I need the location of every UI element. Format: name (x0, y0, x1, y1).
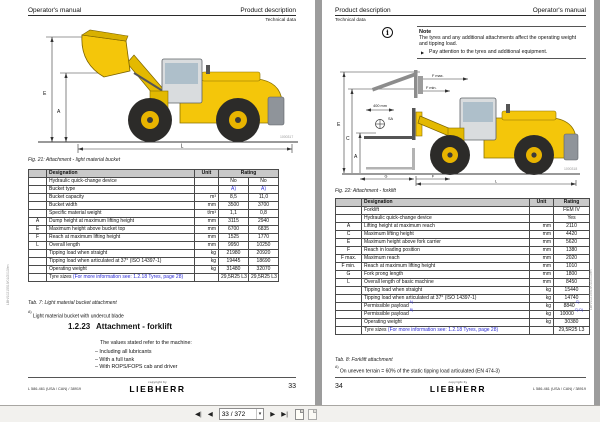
footnote: $^{A)}$ Light material bucket with undercut blade (28, 310, 124, 320)
page-dropdown-arrow-icon[interactable]: ▾ (256, 409, 264, 419)
cell-b: 18690 (249, 258, 279, 266)
cell-b: 6835 (249, 226, 279, 234)
svg-text:F max.: F max. (432, 74, 444, 78)
cell-u: mm (195, 226, 219, 234)
cell-l (336, 311, 362, 319)
cell-d: Forklift (362, 207, 530, 215)
svg-text:L: L (494, 179, 498, 184)
figure-caption: Fig. 21: Attachment - light material bucket (28, 157, 121, 163)
cell-l (29, 202, 47, 210)
table-row (29, 226, 279, 234)
cell-u (195, 178, 219, 186)
cell-a: 8,5 (219, 194, 249, 202)
table-row (29, 250, 279, 258)
page-number-box (219, 408, 265, 420)
cell-d: Maximum height above fork carrier (362, 239, 530, 247)
note-action: Pay attention to the tyres and additional equipment. (429, 49, 548, 55)
footer-rule (335, 377, 586, 378)
rating-header: Rating (219, 170, 279, 178)
unit-header: Unit (530, 199, 554, 207)
cell-a: 3115 (219, 218, 249, 226)
page-fold-icon (313, 410, 316, 413)
cell-u: mm (195, 234, 219, 242)
cell-a: 31480 (219, 266, 249, 274)
bullet-item: – Including all lubricants (95, 349, 152, 355)
cell-u: mm (530, 231, 554, 239)
cell-l (336, 287, 362, 295)
bullet-item: – With a full tank (95, 356, 135, 363)
table-row (29, 242, 279, 250)
cell-a: 4420 (554, 231, 590, 239)
cell-d: Permissible payload $^{B)}$ (362, 311, 530, 319)
cell-u: kg (195, 258, 219, 266)
running-header-left: Product description (335, 7, 391, 14)
cell-a: 30380 (554, 319, 590, 327)
cell-l (29, 210, 47, 218)
cell-l (336, 303, 362, 311)
liebherr-logo: copyright by LIEBHERR (429, 380, 487, 394)
table-row (29, 178, 279, 186)
table-row (29, 202, 279, 210)
table-row (336, 247, 590, 255)
footer-rule (28, 377, 296, 378)
cell-d: Dump height at maximum lifting height (47, 218, 195, 226)
cell-l: L (336, 279, 362, 287)
section-title: Attachment - forklift (96, 322, 172, 331)
header-subtitle: Technical data (265, 17, 296, 23)
svg-text:C: C (346, 136, 350, 142)
note-rule-top (417, 26, 586, 27)
table-row (29, 210, 279, 218)
cell-a: 15440 (554, 287, 590, 295)
cell-l: G (336, 271, 362, 279)
table-row (29, 186, 279, 194)
cell-u: kg (530, 311, 554, 319)
table-row (336, 215, 590, 223)
svg-text:SA: SA (388, 117, 394, 121)
cell-u: mm (530, 255, 554, 263)
cell-d: Overall length (47, 242, 195, 250)
running-header-left: Operator's manual (28, 7, 82, 14)
svg-text:400 mm: 400 mm (373, 104, 387, 108)
cell-a: 14740 (554, 295, 590, 303)
cell-l (336, 215, 362, 223)
table-row (29, 258, 279, 266)
running-header-right: Operator's manual (532, 7, 586, 14)
cell-l: E (29, 226, 47, 234)
cell-u: t/m³ (195, 210, 219, 218)
svg-text:A: A (354, 154, 358, 160)
svg-text:E: E (43, 91, 47, 97)
cell-l: C (336, 231, 362, 239)
cell-a: 10000 $^{C) D)}$ (554, 311, 590, 319)
figure-22-illustration (336, 62, 586, 186)
cross-reference-link[interactable]: (For more information see: 1.2.18 Tyres, page 28) (71, 274, 184, 280)
svg-text:G: G (384, 174, 388, 179)
designation-header: Designation (47, 170, 195, 178)
cell-u: mm (530, 247, 554, 255)
cell-a: 1010 (554, 263, 590, 271)
table-header-row (29, 170, 279, 178)
cell-u: mm (530, 239, 554, 247)
cell-u: mm (195, 218, 219, 226)
table-row (336, 327, 590, 335)
bullet-item: – With ROPS/FOPS cab and driver (95, 364, 178, 370)
cell-d: Tipping load when articulated at 37° (ISO 14397-1) (47, 258, 195, 266)
cell-a: 21980 (219, 250, 249, 258)
table-caption: Tab. 8: Forklift attachment (335, 357, 393, 363)
table-row (29, 194, 279, 202)
cell-u (195, 186, 219, 194)
cell-a: FEM IV (554, 207, 590, 215)
info-icon: i (382, 27, 393, 38)
cell-d: Hydraulic quick-change device (362, 215, 530, 223)
first-page-button[interactable]: ◀| (192, 408, 205, 421)
section-number: 1.2.23 (68, 322, 91, 331)
cell-d: Permissible payload $^{A)}$ (362, 303, 530, 311)
cell-u (195, 274, 219, 282)
cell-d: Tipping load when articulated at 37° (ISO 14397-1) (362, 295, 530, 303)
cell-a: 5620 (554, 239, 590, 247)
corner-cell (336, 199, 362, 207)
cell-l (29, 266, 47, 274)
cell-b: 11,0 (249, 194, 279, 202)
table-row (29, 218, 279, 226)
margin-watermark: LBH/10215519/01/2013/en (6, 264, 10, 305)
cell-a: 1800 (554, 271, 590, 279)
cell-u: kg (530, 303, 554, 311)
note-rule-bottom (417, 58, 586, 59)
cell-l (29, 186, 47, 194)
facing-pages-view-icon[interactable] (308, 409, 317, 420)
table-row (336, 223, 590, 231)
svg-text:F min.: F min. (426, 86, 437, 90)
cell-d: Lifting height at maximum reach (362, 223, 530, 231)
cell-l: F (336, 247, 362, 255)
cell-b: 20920 (249, 250, 279, 258)
table-row (336, 231, 590, 239)
cell-u: kg (530, 319, 554, 327)
figure-21-illustration (30, 21, 305, 154)
page-fold-icon (300, 410, 303, 413)
svg-text:1000318: 1000318 (564, 167, 578, 171)
liebherr-logo: copyright by LIEBHERR (129, 380, 186, 394)
cell-l (336, 319, 362, 327)
cell-b: 10250 (249, 242, 279, 250)
cell-a: 3500 (219, 202, 249, 210)
svg-text:1000317: 1000317 (280, 135, 294, 139)
cell-b: A) (249, 186, 279, 194)
cell-l (29, 250, 47, 258)
cell-d: Tipping load when straight (362, 287, 530, 295)
cell-u: mm (195, 202, 219, 210)
document-id: L 586-461 (USA / CAN) / 38919 (28, 387, 82, 391)
svg-text:L: L (180, 143, 184, 150)
cell-b: 32070 (249, 266, 279, 274)
manual-page-right (322, 0, 594, 405)
corner-cell (29, 170, 47, 178)
cell-a: 1380 (554, 247, 590, 255)
figure-caption: Fig. 22: Attachment - forklift (335, 188, 396, 194)
rating-header: Rating (554, 199, 590, 207)
cell-u: m³ (195, 194, 219, 202)
cell-a: 8840 $^{C)}$ (554, 303, 590, 311)
table-row (336, 303, 590, 311)
cell-l: E (336, 239, 362, 247)
previous-page-button[interactable]: ◀ (205, 408, 216, 421)
bullet-list (95, 349, 177, 372)
cell-u: kg (530, 295, 554, 303)
cell-d: Specific material weight (47, 210, 195, 218)
cell-b: 29,5R25 L3 (249, 274, 279, 282)
footnote-marker: A) (335, 365, 339, 369)
table-row (336, 287, 590, 295)
cell-d: Operating weight (47, 266, 195, 274)
cell-d: Tyre sizes (For more information see: 1.2.18 Tyres, page 28) (362, 327, 530, 335)
cell-d: Hydraulic quick-change device (47, 178, 195, 186)
header-rule (28, 15, 296, 16)
table-row (336, 239, 590, 247)
unit-header: Unit (195, 170, 219, 178)
designation-header: Designation (362, 199, 530, 207)
cell-d: Bucket width (47, 202, 195, 210)
table-row (336, 311, 590, 319)
header-subtitle: Technical data (335, 17, 366, 23)
cell-a: 29,5R25 L3 (219, 274, 249, 282)
cell-u (530, 327, 554, 335)
last-page-button[interactable]: ▶| (278, 408, 291, 421)
note-title: Note (419, 28, 432, 35)
table-row (29, 266, 279, 274)
cell-l (29, 194, 47, 202)
section-intro: The values stated refer to the machine: (100, 340, 192, 346)
svg-text:F: F (431, 174, 435, 179)
cell-d: Tipping load when straight (47, 250, 195, 258)
cell-l (336, 295, 362, 303)
cell-b: 0,8 (249, 210, 279, 218)
table-row (336, 319, 590, 327)
svg-text:A: A (57, 109, 61, 115)
footnote-marker: A) (28, 310, 32, 314)
table-row (336, 263, 590, 271)
cell-b: 3700 (249, 202, 279, 210)
cell-u: kg (195, 266, 219, 274)
cell-a: 2020 (554, 255, 590, 263)
single-page-view-icon[interactable] (295, 409, 304, 420)
cell-d: Operating weight (362, 319, 530, 327)
table-header-row (336, 199, 590, 207)
running-header-right: Product description (240, 7, 296, 14)
cell-u (530, 207, 554, 215)
cell-l: A (336, 223, 362, 231)
table-row (336, 279, 590, 287)
cell-d: Bucket capacity (47, 194, 195, 202)
cell-a: 1525 (219, 234, 249, 242)
cell-u: kg (195, 250, 219, 258)
cell-d: Maximum lifting height (362, 231, 530, 239)
cell-u (530, 215, 554, 223)
cell-a: 19445 (219, 258, 249, 266)
cell-b: 2940 (249, 218, 279, 226)
table-row (336, 207, 590, 215)
cell-d: Maximum height above bucket top (47, 226, 195, 234)
page-number-input[interactable] (220, 409, 256, 419)
header-rule (335, 15, 586, 16)
cell-l (336, 327, 362, 335)
table-row (336, 295, 590, 303)
cell-a: No (219, 178, 249, 186)
cell-u: mm (530, 223, 554, 231)
cell-d: Reach at maximum lifting height (47, 234, 195, 242)
cell-u: mm (530, 279, 554, 287)
page-number: 33 (288, 383, 296, 390)
cell-u: mm (530, 271, 554, 279)
page-navigation (192, 408, 317, 421)
table-row (29, 274, 279, 282)
next-page-button[interactable]: ▶ (267, 408, 278, 421)
document-id: L 586-461 (USA / CAN) / 38919 (532, 387, 586, 391)
cell-a: 1,1 (219, 210, 249, 218)
cell-l: L (29, 242, 47, 250)
cross-reference-link[interactable]: (For more information see: 1.2.18 Tyres, page 28) (386, 327, 499, 333)
cell-l: F (29, 234, 47, 242)
cell-a: 29,5R25 L3 (554, 327, 590, 335)
cell-d: Overall length of basic machine (362, 279, 530, 287)
forklift-table (335, 198, 590, 335)
margin-watermark: LBH/10215519/01/2013/en (589, 269, 593, 310)
cell-a: 9950 (219, 242, 249, 250)
cell-b: No (249, 178, 279, 186)
cell-b: 1770 (249, 234, 279, 242)
cell-d: Fork prong length (362, 271, 530, 279)
light-material-bucket-table (28, 169, 279, 282)
cell-l: F max. (336, 255, 362, 263)
table-row (336, 255, 590, 263)
cell-a: A) (219, 186, 249, 194)
action-arrow-icon: ▶ (421, 49, 425, 55)
cell-u: kg (530, 287, 554, 295)
cell-d: Tyre sizes (For more information see: 1.2.18 Tyres, page 28) (47, 274, 195, 282)
table-row (336, 271, 590, 279)
cell-d: Bucket type (47, 186, 195, 194)
footnote: $^{A)}$ On uneven terrain = 60% of the static tipping load articulated (EN 474-3) (335, 365, 500, 375)
cell-d: Reach at maximum lifting height (362, 263, 530, 271)
cell-d: Maximum reach (362, 255, 530, 263)
table-caption: Tab. 7: Light material bucket attachment (28, 300, 117, 306)
viewer-toolbar (0, 405, 600, 422)
table-row (29, 234, 279, 242)
cell-l (336, 207, 362, 215)
cell-l (29, 178, 47, 186)
cell-l: A (29, 218, 47, 226)
page-number: 34 (335, 383, 343, 390)
cell-l: F min. (336, 263, 362, 271)
note-text: The tyres and any additional attachments affect the operating weight and tipping load. (419, 35, 577, 48)
cell-a: 2110 (554, 223, 590, 231)
svg-text:E: E (337, 122, 341, 128)
cell-l (29, 258, 47, 266)
cell-l (29, 274, 47, 282)
cell-a: Yes (554, 215, 590, 223)
cell-a: 8450 (554, 279, 590, 287)
cell-d: Reach in loading position (362, 247, 530, 255)
cell-u: mm (530, 263, 554, 271)
cell-u: mm (195, 242, 219, 250)
cell-a: 6700 (219, 226, 249, 234)
